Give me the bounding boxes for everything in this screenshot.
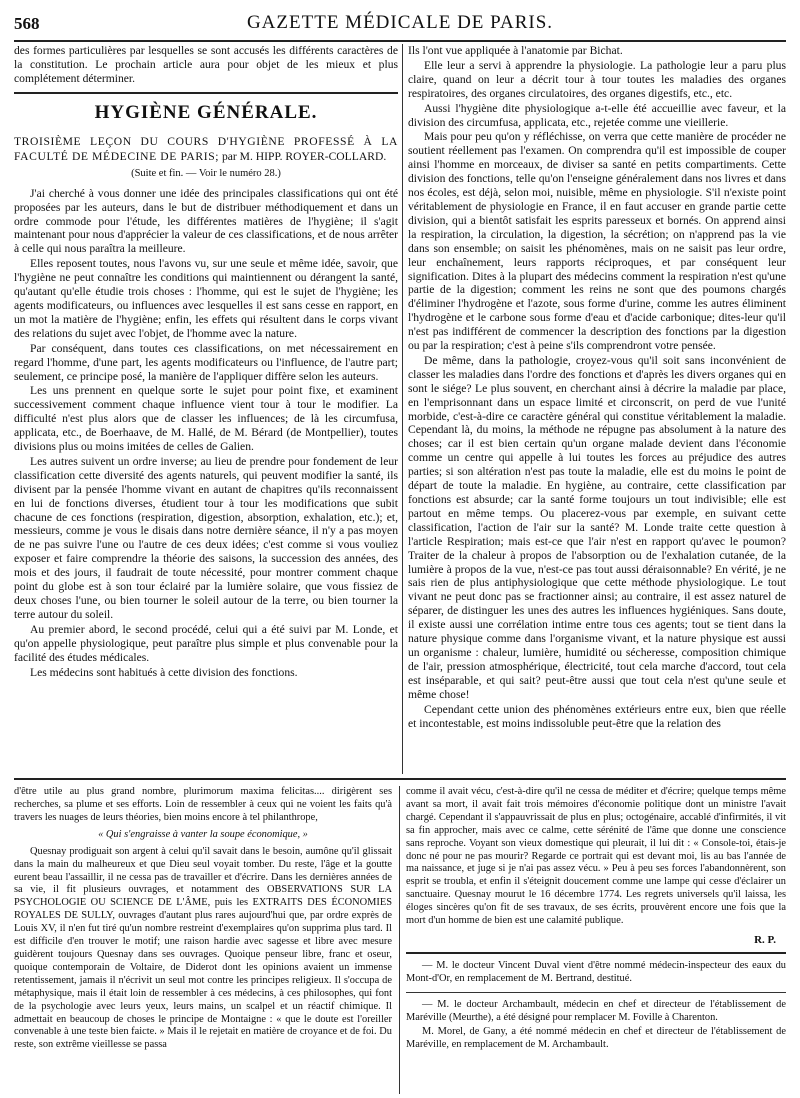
article-paragraph: Ils l'ont vue appliquée à l'anatomie par Bichat. (408, 44, 623, 57)
divider (406, 952, 786, 954)
continuation-note: (Suite et fin. — Voir le numéro 28.) (131, 167, 281, 179)
signature: R. P. (754, 933, 776, 946)
article-paragraph: J'ai cherché à vous donner une idée des principales classifications qui ont été proposées par les auteurs, dans le but de distribuer méthodiquement et dans un ordre commode pour l'étude, les différentes matières de l'hygiène; il s'agit maintenant pour nous d'apprécier la valeur de ces classifications, et de nous arrêter à celle qui nous paraîtra la meilleure. (14, 186, 398, 256)
right-column (408, 44, 786, 731)
divider (406, 992, 786, 993)
news-item: — M. le docteur Archambault, médecin en chef et directeur de l'établissement de Maréville (Meurthe), a été désigné pour remplacer M. Foville à Charenton. (406, 998, 786, 1023)
article-paragraph: Par conséquent, dans toutes ces classifications, on met nécessairement en regard l'homme, d'une part, les agents modificateurs ou l'influence, de l'autre part; seulement, ce principe posé, la manière de l'appliquer diffère selon les auteurs. (14, 341, 398, 383)
article-paragraph: Aussi l'hygiène dite physiologique a-t-elle été accueillie avec faveur, et la division des circumfusa, applicata, etc., rejetée comme une vieillerie. (408, 101, 786, 129)
feuilleton-right-column (406, 786, 786, 1052)
feuilleton-area (14, 786, 786, 1094)
feuilleton-quote: « Qui s'engraisse à vanter la soupe économique, » (98, 828, 308, 840)
feuilleton-paragraph: comme il avait vécu, c'est-à-dire qu'il ne cessa de méditer et d'écrire; quelque temps même avant sa mort, il avait fait trois mémoires d'économie politique dont un ministre l'avait chargé. Cependant il s'appauvrissait de plus en plus; octogénaire, accablé d'infirmités, il vit sa fin approcher, mais avec ce calme, cette sérénité de l'âme que donne une conscience sans reproche. Voyant son vieux domestique qui pleurait, il lui dit : « Console-toi, étais-je donc né pour ne pas mourir? Regarde ce portrait qui est devant moi, lis au bas l'année de ma naissance, et juge si je n'ai pas assez vécu. » Peu à peu ses forces l'abandonnèrent, son esprit se troubla, et enfin il s'éteignit doucement comme une lampe qui cesse d'éclairer un sanctuaire. Quesnay mourut le 16 décembre 1774. Les regrets universels qu'il laissa, les éloges sincères qu'on fit de ses travaux, de ses écrits, prouvèrent encore une fois que la mort d'un homme de bien est une calamité publique. (406, 786, 786, 927)
lecture-title: TROISIÈME LEÇON DU COURS D'HYGIÈNE PROFESSÉ À LA FACULTÉ DE MÉDECINE DE PARIS; (14, 134, 398, 163)
news-item: — M. le docteur Vincent Duval vient d'être nommé médecin-inspecteur des eaux du Mont-d'Or, en remplacement de M. Bertrand, destitué. (406, 959, 786, 984)
left-column (14, 44, 398, 680)
article-paragraph: Cependant cette union des phénomènes extérieurs entre eux, bien que réelle et incontestable, est moins indissoluble peut-être que la relation des (408, 702, 786, 730)
article-paragraph: Les autres suivent un ordre inverse; au lieu de prendre pour fondement de leur classification cette diversité des agents naturels, qui peuvent modifier la santé, ils divisent par la pensée l'homme vivant en autant de chapitres qu'ils reconnaissent en lui de fonctions diverses, étudient tour à tour les modifications que subit chacune de ces fonctions (respiration, digestion, absorption, exhalation, etc.); et, messieurs, comme je vous le disais dans notre dernière séance, il n'y a pas moyen de ne pas suivre l'une ou l'autre de ces deux idées; c'est comme si vous vouliez exposer et faire comprendre la théorie des saisons, la succession des années, des mois et des jours, il faudrait de toute nécessité, pour montrer comment chaque point du globe est à son tour éclairé par la lumière solaire, que vous fissiez de deux choses l'une, ou bien tourner le soleil autour de la terre, ou bien tourner la terre autour du soleil. (14, 454, 398, 621)
article-paragraph: Elles reposent toutes, nous l'avons vu, sur une seule et même idée, savoir, que l'hygiène ne peut connaître les conditions qui maintiennent ou dérangent la santé, qu'autant qu'elle étudie trois choses : l'homme, qui est le sujet de l'hygiène; les agents modificateurs, ou influences avec lesquelles il est sans cesse en rapport, en un mot la matière de l'hygiène; enfin, les effets qui résultent dans le corps vivant des relations du sujet avec l'objet, de l'homme avec la nature. (14, 257, 398, 340)
column-rule (399, 786, 400, 1094)
article-paragraph: Au premier abord, le second procédé, celui qui a été suivi par M. Londe, et qu'on appelle physiologique, peut paraître plus simple et plus convenable pour la facilité des études médicales. (14, 622, 398, 664)
article-paragraph: Elle leur a servi à apprendre la physiologie. La pathologie leur a paru plus claire, quand on leur a décrit tour à tour toutes les maladies des organes respiratoires, des organes circulatoires, des organes digestifs, etc., etc. (408, 58, 786, 100)
article-paragraph: Les uns prennent en quelque sorte le sujet pour point fixe, et examinent successivement comment chaque influence vient tour à tour le modifier. La difficulté n'est plus alors que de classer les influences; de là les circumfusa, applicata, etc., de Boerhaave, de M. Hallé, de M. Bérard (de Montpellier), toutes divisions plus ou moins imitées de celles de Galien. (14, 384, 398, 454)
article-paragraph: Les médecins sont habitués à cette division des fonctions. (30, 665, 298, 679)
section-title: HYGIÈNE GÉNÉRALE. (94, 101, 318, 123)
news-item: M. Morel, de Gany, a été nommé médecin en chef et directeur de l'établissement de Maréville, en remplacement de M. Archambault. (406, 1025, 786, 1050)
feuilleton-divider (14, 778, 786, 780)
journal-title: GAZETTE MÉDICALE DE PARIS. (246, 12, 554, 33)
divider (14, 92, 398, 94)
newspaper-page (14, 10, 786, 1094)
page-header (14, 10, 786, 42)
feuilleton-paragraph: d'être utile au plus grand nombre, plurimorum maxima felicitas.... dirigèrent ses recherches, sa plume et ses efforts. Loin de ressembler à ceux qui ne voient les faits qu'à travers les nuages de leurs théories, bien moins encore à tel philanthrope, (14, 786, 392, 823)
main-article-area (14, 44, 786, 774)
article-paragraph: De même, dans la pathologie, croyez-vous qu'il soit sans inconvénient de classer les maladies dans l'ordre des fonctions et d'après les divers organes qui en sont le siége? Le plus souvent, en cherchant ainsi à décrire la maladie par place, en l'emprisonnant dans un espace limité et circonscrit, on perd de vue l'unité morbide, c'est-à-dire ce caractère général qui constitue véritablement la maladie. Cependant là, du moins, la méthode ne répugne pas absolument à la nature des choses; car il est bien certain qu'un organe malade devient dans l'économie comme un centre qui appelle à lui toutes les forces au préjudice des autres parties; si son altération n'est pas toute la maladie, elle est du moins le point de départ de toute la maladie. En hygiène, au contraire, cette classification par fonctions est absurde; car la santé forme toujours un tout indivisible; elle est partout en même temps. Ou placerez-vous par exemple, en suivant cette classification, l'action de l'air sur la santé? M. Londe traite cette question à l'article Respiration; mais est-ce que l'air n'est en rapport qu'avec le poumon? Traiter de la chaleur à propos de l'absorption ou de l'exhalation cutanée, de la lumière à propos de la vue, n'est-ce pas tout aussi déraisonnable? En vérité, je ne sais rien de plus antiphysiologique que cette méthode physiologique. Le tout vivant ne peut donc pas se fractionner ainsi; au contraire, il est assez naturel de séparer, de distinguer les unes des autres les influences hygiéniques. Sans doute, il existe aussi une corrélation intime entre tous ces agents; tout se tient dans la nature physique comme dans l'organisme vivant, et la nature physique est aussi un organisme : chaleur, lumière, humidité ou sécheresse, composition chimique de l'air, pression atmosphérique, électricité, tout cela marche d'accord, tout cela est inséparable, et qui sait? peut-être aussi que tout cela n'est qu'une seule et même chose! (408, 353, 786, 701)
carry-over-text: des formes particulières par lesquelles se sont accusés les différents caractères de la constitution. Le prochain article aura pour objet de les mieux et plus complétement déterminer. (14, 44, 398, 85)
feuilleton-paragraph: Quesnay prodiguait son argent à celui qu'il savait dans le besoin, aumône qu'il glissait dans la main du malheureux et que Dieu seul voyait tomber. Du reste, l'âge et la goutte eurent beau l'assaillir, il ne cessa pas de travailler et d'écrire. Dans les dernières années de sa vie, il fit plusieurs ouvrages, et notamment des OBSERVATIONS SUR LA PSYCHOLOGIE OU SCIENCE DE L'ÂME, puis les EXTRAITS DES ÉCONOMIES ROYALES DE SULLY, ouvrages d'autant plus rares aujourd'hui que, par ordre exprès de Louis XV, il n'en fut tiré qu'un nombre restreint d'exemplaires qu'on supprima plus tard. Il est difficile d'en trouver le motif; une raison hardie avec sagesse et libre avec mesure guidèrent toujours Quesnay dans ses ouvrages. Quoique penseur libre, franc et oseur, quoique contemporain de Voltaire, de Diderot dont les opinions avaient un immense retentissement, jamais il n'écrivit un seul mot contre les principes religieux. Il s'occupa de métaphysique, mais il était loin de ressembler à ces médecins, à ces philosophes, qui font de la psychologie avec leurs yeux, leurs mains, un scalpel et un réactif chimique. Il admettait en beaucoup de choses le principe de Montaigne : « que le doute est l'oreiller convenable à une teste bien faicte. » Mais il le rejetait en matière de croyance et de foi. Du reste, son extrême vieillesse se passa (14, 845, 392, 1051)
feuilleton-left-column (14, 786, 392, 1053)
column-rule (402, 44, 403, 774)
lecture-heading (14, 134, 398, 164)
article-paragraph: Mais pour peu qu'on y réfléchisse, on verra que cette manière de procéder ne soutient réellement pas l'examen. On comprendra qu'il est impossible de couper ainsi l'homme en morceaux, de diviser sa santé en petits compartiments. Cette division des fonctions, telle qu'on l'enseigne généralement dans nos livres et dans nos écoles, est déjà, selon moi, nuisible, même en physiologie. S'il n'existe point véritablement de physiologie en France, il en faut accuser en grande partie cette division, qui a bientôt satisfait les esprits paresseux et bornés. On apprend ainsi la respiration, la circulation, la digestion, la sécrétion; on n'apprend pas la vie dans son ensemble; on saisit les phénomènes, mais on ne saisit pas leur ordre, leur enchaînement, leurs rapports réciproques, et par conséquent leur signification. Dites à la plupart des médecins comment la respiration n'est qu'une partie de la digestion; comment les reins ne sont que des poumons chargés d'éliminer l'hydrogène et l'azote, sous forme d'urine, comme les autres éliminent l'hydrogène et le carbone sous forme d'eau et d'acide carbonique; dites-leur qu'il n'est pas indifférent de commencer la description des fonctions par la digestion ou par la respiration; c'est à peine s'ils comprendront votre pensée. (408, 130, 786, 353)
lecture-author: par M. HIPP. ROYER-COLLARD. (221, 149, 387, 163)
page-number: 568 (14, 14, 40, 33)
